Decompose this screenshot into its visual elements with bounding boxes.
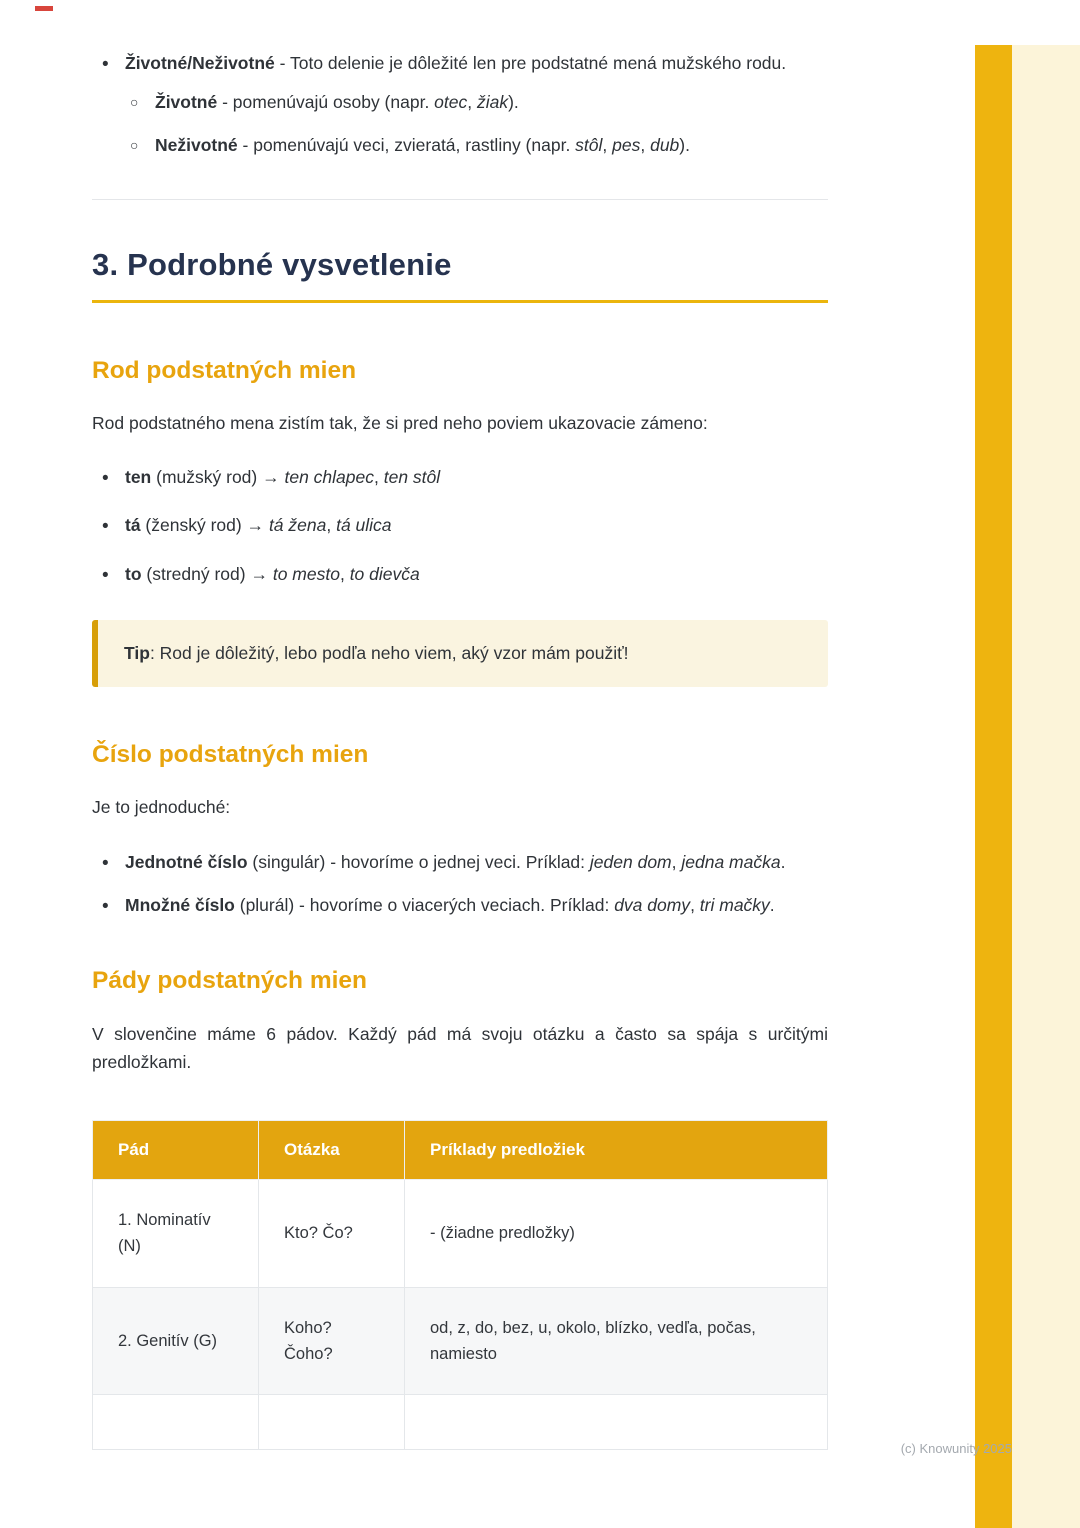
heading-pady: Pády podstatných mien <box>92 967 368 995</box>
cislo-intro-paragraph: Je to jednoduché: <box>92 797 231 818</box>
cell-otazka <box>259 1395 405 1450</box>
divider <box>92 199 828 200</box>
list-item: • Množné číslo (plurál) - hovoríme o viacerých veciach. Príklad: dva domy, tri mačky. <box>92 892 828 919</box>
cell-predlozky: - (žiadne predložky) <box>405 1179 828 1287</box>
table-row <box>93 1395 828 1450</box>
list-item: • Životné/Neživotné - Toto delenie je dôležité len pre podstatné mená mužského rodu. <box>92 50 828 77</box>
list-item: ○ Životné - pomenúvajú osoby (napr. otec, žiak). <box>122 89 828 116</box>
table-header-row <box>93 1120 828 1179</box>
right-margin-strip <box>1012 45 1080 1528</box>
watermark: (c) Knowunity 2025 <box>900 1441 1012 1456</box>
pady-intro-paragraph: V slovenčine máme 6 pádov. Každý pád má svoju otázku a často sa spája s určitými predložkami. <box>92 1024 828 1072</box>
animate-inanimate-list <box>92 50 828 77</box>
table-header-otazka: Otázka <box>259 1120 405 1179</box>
rod-intro-paragraph: Rod podstatného mena zistím tak, že si pred neho poviem ukazovacie zámeno: <box>92 412 708 433</box>
animate-inanimate-sublist <box>122 89 828 159</box>
cell-otazka: Koho? Čoho? <box>259 1287 405 1395</box>
cases-table <box>92 1120 828 1451</box>
cell-otazka: Kto? Čo? <box>259 1179 405 1287</box>
document-content <box>92 50 828 1450</box>
list-item: • ten (mužský rod) → ten chlapec, ten stôl <box>92 464 828 491</box>
cell-predlozky: od, z, do, bez, u, okolo, blízko, vedľa, počas, namiesto <box>405 1287 828 1395</box>
table-header-predlozky: Príklady predložiek <box>405 1120 828 1179</box>
heading-rod: Rod podstatných mien <box>92 356 357 384</box>
cell-pad: 2. Genitív (G) <box>93 1287 259 1395</box>
heading-cislo: Číslo podstatných mien <box>92 741 369 769</box>
cell-pad: 1. Nominatív (N) <box>93 1179 259 1287</box>
list-item: • tá (ženský rod) → tá žena, tá ulica <box>92 512 828 539</box>
right-gold-ribbon <box>975 45 1012 1528</box>
list-item: ○ Neživotné - pomenúvajú veci, zvieratá, rastliny (napr. stôl, pes, dub). <box>122 132 828 159</box>
cell-predlozky <box>405 1395 828 1450</box>
page-corner-mark <box>35 6 53 11</box>
list-item: • to (stredný rod) → to mesto, to dievča <box>92 561 828 588</box>
cell-pad <box>93 1395 259 1450</box>
table-row <box>93 1179 828 1287</box>
table-header-pad: Pád <box>93 1120 259 1179</box>
section-heading: 3. Podrobné vysvetlenie <box>92 247 828 303</box>
cislo-list <box>92 849 828 920</box>
table-row <box>93 1287 828 1395</box>
rod-list <box>92 464 828 588</box>
tip-callout: Tip: Rod je dôležitý, lebo podľa neho viem, aký vzor mám použiť! <box>92 620 828 687</box>
list-item: • Jednotné číslo (singulár) - hovoríme o jednej veci. Príklad: jeden dom, jedna mačka. <box>92 849 828 876</box>
